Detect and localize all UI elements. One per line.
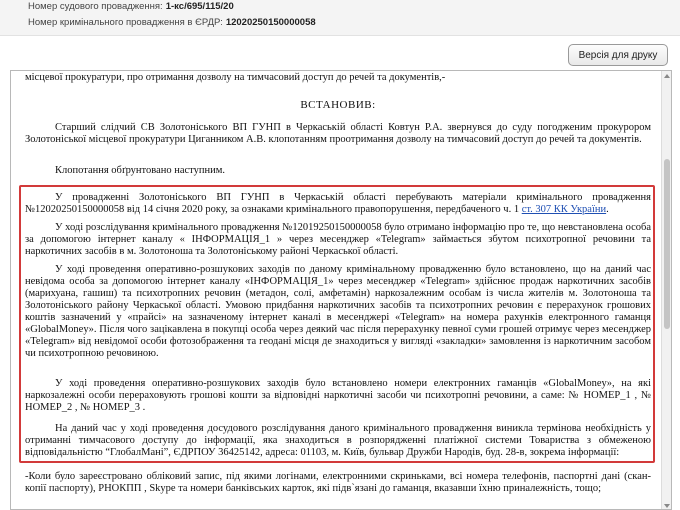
paragraph-1-text: У провадженні Золотоніського ВП ГУНП в Черкаській області перебувають матеріали кримінального провадження №12020250150000058 від 14 січня 2020 року, за ознаками кримінального правопорушення, передбаченого ч. 1 xyxy=(25,192,651,215)
criminal-case-number-value: 12020250150000058 xyxy=(225,17,316,28)
highlighted-paragraph-3: У ході проведення оперативно-розшукових заходів по даному кримінальному провадженню було встановлено, що на даний час невідома особа за допомогою інтернет каналу «ІНФОРМАЦІЯ_1» через месенджер «Telegram» здійснює продаж наркотичних засобів (марихуана, гашиш) та психотропних речовин (метадон, солі, амфетамін) наркозалежним особам із числа жителів м. Золотоноша та Золотоніського району Черкаської області. Умовою придбання наркотичних засобів та психотропних речовин є перерахунок грошових коштів зазначений у «прайсі» на зазначеному інтернет каналі в месенджері «Telegram» на номера рахунків електронного гаманця «GlobalMoney». Після чого зацікавлена в покупці особа через деякий час після перерахунку певної суми грошей отримує через месенджер «Telegram» від невідомої особи фотозображення та геодані місця де знаходиться у вигляді «закладки» замовлення із наркотичним засобом чи психотропною речовиною. xyxy=(25,264,651,359)
section-heading: ВСТАНОВИВ: xyxy=(300,99,376,111)
scroll-up-arrow-icon[interactable] xyxy=(664,74,670,78)
highlighted-paragraph-4: У ході проведення оперативно-розшукових заходів було встановлено номери електронних гаманців «GlobalMoney», на які наркозалежні особи перераховують грошові кошти за відповідні наркотичні засоби чи психотропні речовини, а саме: № НОМЕР_1 , № НОМЕР_2 , № НОМЕР_3 . xyxy=(25,378,651,413)
paragraph-1-end: . xyxy=(606,204,609,215)
criminal-case-number-row xyxy=(28,17,316,31)
document-paragraph-list-item: -Коли було зареєстровано обліковий запис, під якими логінами, електронними скриньками, всі номера телефонів, паспортні дані (скан-копії паспорту), РНОКПП , Skype та номери банківських карток, які підв`язані до гаманця, вказавши їхню приналежність, тощо; xyxy=(25,471,651,494)
case-info-panel xyxy=(0,0,680,36)
court-case-number-label: Номер судового провадження: xyxy=(28,1,163,12)
highlighted-paragraph-2: У ході розслідування кримінального провадження №12019250150000058 було отримано інформацію про те, що невстановлена особа за допомогою інтернет каналу « ІНФОРМАЦІЯ_1 » через месенджер «Telegram» займається збутом психотропної речовини та наркотичних засобів в м. Золотоноша та Золотоніському районі Черкаської області. xyxy=(25,222,651,257)
vertical-scrollbar[interactable] xyxy=(661,71,672,510)
scroll-down-arrow-icon[interactable] xyxy=(664,504,670,508)
criminal-code-article-link[interactable]: ст. 307 КК України xyxy=(521,204,607,215)
highlighted-paragraph-5: На даний час у ході проведення досудового розслідування даного кримінального провадження виникла термінова необхідність у отриманні тимчасового доступу до інформації, яка знаходиться в розпорядженні платіжної системи Товариства з обмеженою відповідальністю “ГлобалМані”, ЄДРПОУ 36425142, адреса: 01103, м. Київ, бульвар Дружби Народів, буд. 28-в, зокрема інформації: xyxy=(25,423,651,458)
document-paragraph-grounds: Клопотання обґрунтовано наступним. xyxy=(55,165,225,176)
document-paragraph-intro: місцевої прокуратури, про отримання дозволу на тимчасовий доступ до речей та документів,- xyxy=(25,72,446,83)
document-viewer[interactable] xyxy=(10,70,672,510)
document-content xyxy=(11,71,661,510)
document-paragraph-applicant: Старший слідчий СВ Золотоніського ВП ГУНП в Черкаській області Ковтун Р.А. звернувся до суду погодженим прокурором Золотоніської місцевої прокуратури Циганником А.В. клопотанням проотримання дозволу на тимчасовий доступ до речей та документів. xyxy=(25,122,651,145)
court-case-number-row xyxy=(28,1,234,15)
court-case-number-value: 1-кс/695/115/20 xyxy=(165,1,234,12)
highlighted-paragraph-1 xyxy=(25,192,651,216)
scrollbar-thumb[interactable] xyxy=(664,159,670,329)
criminal-case-number-label: Номер кримінального провадження в ЄРДР: xyxy=(28,17,223,28)
print-version-button[interactable]: Версія для друку xyxy=(568,44,668,66)
